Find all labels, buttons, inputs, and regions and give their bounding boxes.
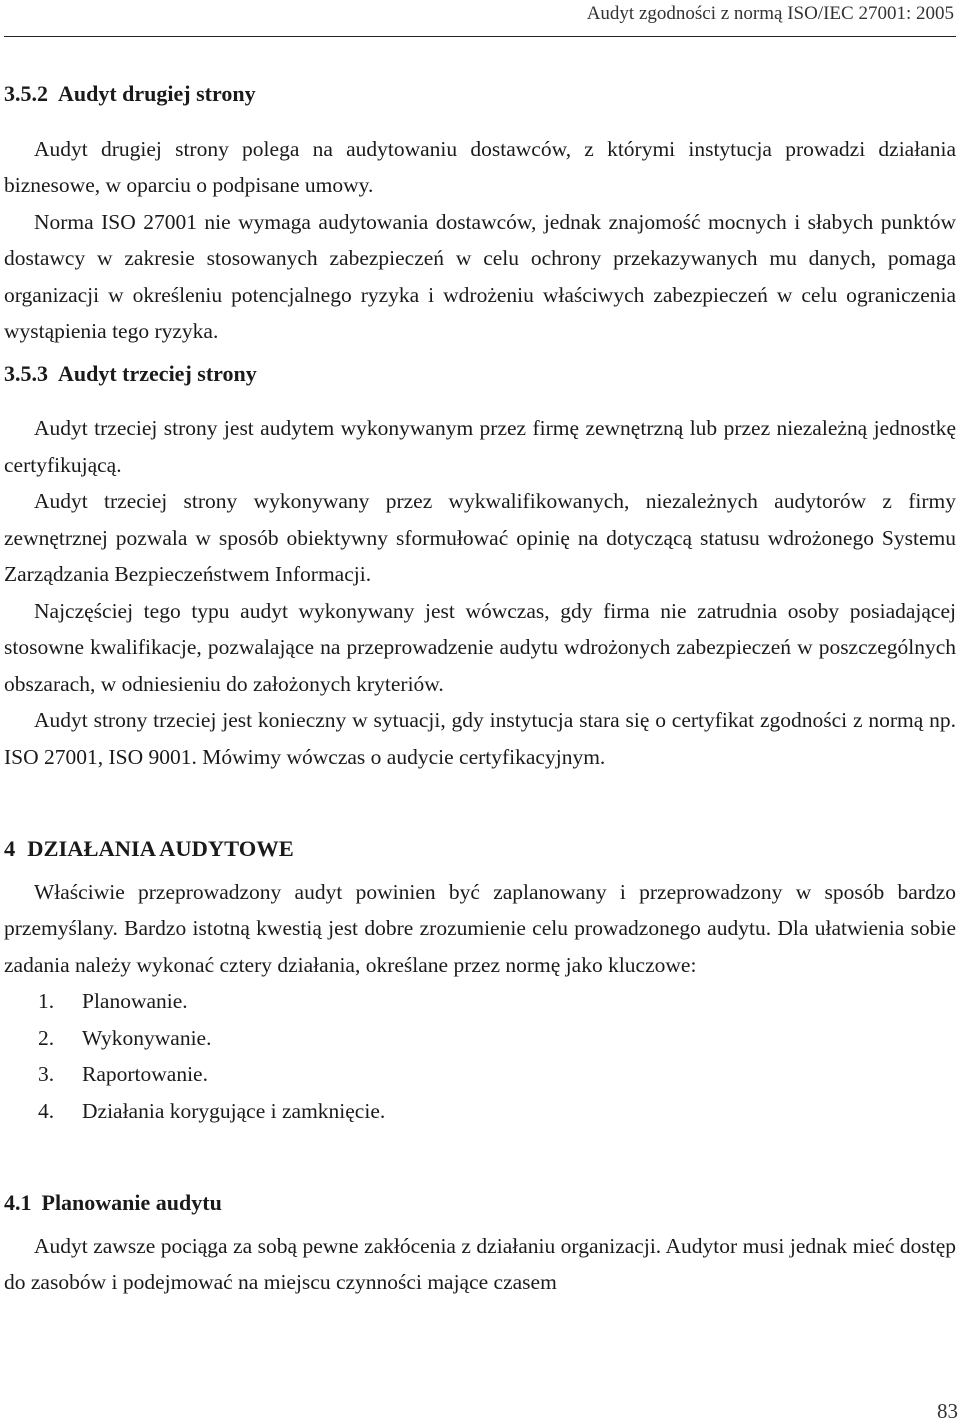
header-rule	[4, 36, 956, 37]
list-item-number: 2.	[38, 1025, 55, 1050]
key-activities-list	[4, 983, 956, 1129]
chapter-title: DZIAŁANIA AUDYTOWE	[27, 836, 294, 861]
running-header: Audyt zgodności z normą ISO/IEC 27001: 2005	[586, 3, 954, 24]
section-heading-4-1	[4, 1185, 956, 1222]
spacer	[4, 775, 956, 831]
list-item-number: 1.	[38, 989, 55, 1013]
spacer	[4, 1129, 956, 1185]
list-item	[38, 983, 956, 1020]
list-item	[38, 1020, 956, 1057]
paragraph: Audyt trzeciej strony wykonywany przez wykwalifikowanych, niezależnych audytorów z firmy zewnętrznej pozwala w sposób obiektywny sformułować opinię na dotyczącą statusu wdrożonego Systemu Zarządzania Bezpieczeństwem Informacji.	[4, 489, 956, 586]
page-number: 83	[937, 1399, 958, 1423]
chapter-heading-4	[4, 831, 956, 868]
list-item-text: Działania korygujące i zamknięcie.	[82, 1098, 386, 1123]
section-heading-3-5-3	[4, 356, 956, 393]
section-title: Planowanie audytu	[41, 1190, 222, 1215]
list-item-text: Wykonywanie.	[82, 1025, 212, 1050]
paragraph: Najczęściej tego typu audyt wykonywany jest wówczas, gdy firma nie zatrudnia osoby posiadającej stosowne kwalifikacje, pozwalające na przeprowadzenie audytu wdrożonych zabezpieczeń w poszczególnych obszarach, w odniesieniu do założonych kryteriów.	[4, 598, 956, 696]
section-title: Audyt trzeciej strony	[58, 360, 257, 386]
paragraph: Audyt strony trzeciej jest konieczny w sytuacji, gdy instytucja stara się o certyfikat zgodności z normą np. ISO 27001, ISO 9001. Mówimy wówczas o audycie certyfikacyjnym.	[4, 708, 956, 769]
section-number: 3.5.2	[4, 81, 48, 106]
paragraph: Audyt trzeciej strony jest audytem wykonywanym przez firmę zewnętrzną lub przez niezależną jednostkę certyfikującą.	[4, 416, 956, 477]
list-item-number: 4.	[38, 1098, 55, 1123]
section-number: 4.1	[4, 1190, 32, 1215]
list-item-number: 3.	[38, 1062, 55, 1086]
page-content	[4, 76, 956, 1301]
list-item	[38, 1056, 956, 1093]
section-number: 3.5.3	[4, 360, 48, 386]
paragraph: Norma ISO 27001 nie wymaga audytowania dostawców, jednak znajomość mocnych i słabych punktów dostawcy w zakresie stosowanych zabezpieczeń w celu ochrony przekazywanych mu danych, pomaga organizacji w określeniu potencjalnego ryzyka i wdrożeniu właściwych zabezpieczeń w celu ograniczenia wystąpienia tego ryzyka.	[4, 209, 956, 343]
list-item-text: Planowanie.	[82, 989, 188, 1013]
list-item	[38, 1093, 956, 1130]
section-heading-3-5-2	[4, 76, 956, 113]
paragraph: Audyt drugiej strony polega na audytowaniu dostawców, z którymi instytucja prowadzi działania biznesowe, w oparciu o podpisane umowy.	[4, 136, 956, 197]
paragraph: Audyt zawsze pociąga za sobą pewne zakłócenia z działaniu organizacji. Audytor musi jednak mieć dostęp do zasobów i podejmować na miejscu czynności mające czasem	[4, 1233, 956, 1294]
chapter-number: 4	[4, 836, 16, 861]
paragraph: Właściwie przeprowadzony audyt powinien być zaplanowany i przeprowadzony w sposób bardzo przemyślany. Bardzo istotną kwestią jest dobre zrozumienie celu prowadzonego audytu. Dla ułatwienia sobie zadania należy wykonać cztery działania, określane przez normę jako kluczowe:	[4, 879, 956, 977]
section-title: Audyt drugiej strony	[58, 81, 256, 106]
list-item-text: Raportowanie.	[82, 1062, 208, 1086]
